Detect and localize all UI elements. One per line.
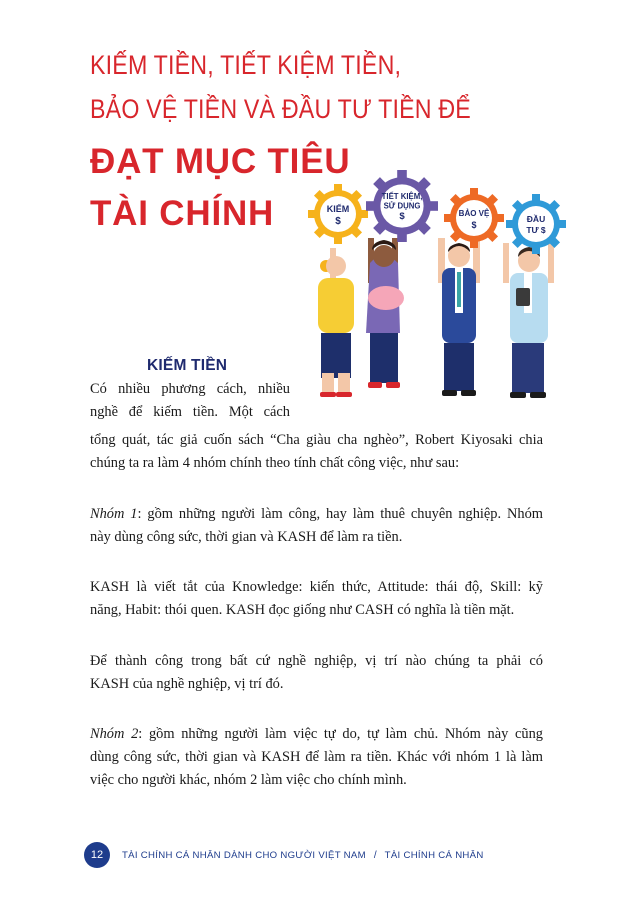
gear-save-use-icon (366, 170, 438, 242)
paragraph-line: Nhóm 2: gồm những người làm việc tự do, tự làm chủ. Nhóm này cũng (90, 726, 543, 742)
footer-book-title: TÀI CHÍNH CÁ NHÂN DÀNH CHO NGƯỜI VIỆT NAM (122, 849, 366, 861)
page-footer (84, 842, 484, 868)
title-line-2: BẢO VỆ TIỀN VÀ ĐẦU TƯ TIỀN ĐỂ (90, 94, 471, 124)
svg-text:KIẾM: KIẾM (326, 204, 350, 214)
people-holding-gears-illustration (298, 168, 588, 402)
svg-text:$: $ (399, 211, 405, 223)
svg-text:TIẾT KIỆM,: TIẾT KIỆM, (381, 191, 423, 201)
gear-protect-icon (444, 188, 504, 248)
intro-cont-line-2: chúng ta ra làm 4 nhóm chính theo tính chất công việc, như sau: (90, 455, 460, 471)
paragraph-line: Nhóm 1: gồm những người làm công, hay làm thuê chuyên nghiệp. Nhóm (90, 506, 543, 522)
intro-line-1: Có nhiều phương cách, nhiều (90, 381, 290, 397)
svg-text:TƯ $: TƯ $ (526, 225, 546, 235)
person-2-illustration (366, 238, 404, 388)
svg-text:ĐẦU: ĐẦU (526, 214, 546, 224)
group-label: Nhóm 2 (90, 726, 139, 742)
intro-paragraph-start (90, 378, 290, 424)
intro-cont-line-1: tổng quát, tác giả cuốn sách “Cha giàu cha nghèo”, Robert Kiyosaki chia (90, 432, 543, 448)
svg-text:BẢO VỆ: BẢO VỆ (458, 209, 490, 218)
paragraph-group-1 (90, 503, 543, 549)
paragraph-line: KASH của nghề nghiệp, vị trí đó. (90, 676, 284, 692)
person-4-illustration (503, 243, 554, 398)
paragraph-success (90, 650, 543, 696)
paragraph-kash-definition (90, 576, 543, 622)
paragraph-line: việc cho người khác, nhóm 2 làm việc cho chính mình. (90, 772, 407, 788)
svg-text:$: $ (335, 216, 341, 227)
footer-separator: / (373, 849, 377, 861)
page-number-badge: 12 (84, 842, 110, 868)
title-line-1: KIẾM TIỀN, TIẾT KIỆM TIỀN, (90, 50, 402, 80)
intro-paragraph-continuation (90, 429, 543, 475)
intro-line-2: nghề để kiếm tiền. Một cách (90, 404, 290, 420)
svg-text:$: $ (471, 220, 477, 230)
paragraph-group-2 (90, 723, 543, 792)
gear-invest-icon (506, 194, 566, 254)
group-label: Nhóm 1 (90, 506, 138, 522)
paragraph-line: này dùng công sức, thời gian và KASH để làm ra tiền. (90, 529, 403, 545)
person-3-illustration (438, 238, 480, 396)
paragraph-line: KASH là viết tắt của Knowledge: kiến thức, Attitude: thái độ, Skill: kỹ (90, 579, 543, 595)
footer-chapter: TÀI CHÍNH CÁ NHÂN (384, 849, 484, 861)
gear-earn-icon (308, 184, 368, 244)
paragraph-line: Để thành công trong bất cứ nghề nghiệp, vị trí nào chúng ta phải có (90, 653, 543, 669)
svg-text:SỬ DỤNG: SỬ DỤNG (383, 201, 421, 211)
paragraph-line: năng, Habit: thói quen. KASH đọc giống như CASH có nghĩa là tiền mặt. (90, 602, 515, 618)
title-line-4: TÀI CHÍNH (90, 194, 275, 233)
paragraph-line: dùng công sức, thời gian và KASH để làm ra tiền. Khác với nhóm 1 là làm (90, 749, 543, 765)
section-heading: KIẾM TIỀN (147, 357, 228, 374)
title-line-3: ĐẠT MỤC TIÊU (90, 142, 351, 181)
person-1-illustration (318, 248, 354, 397)
